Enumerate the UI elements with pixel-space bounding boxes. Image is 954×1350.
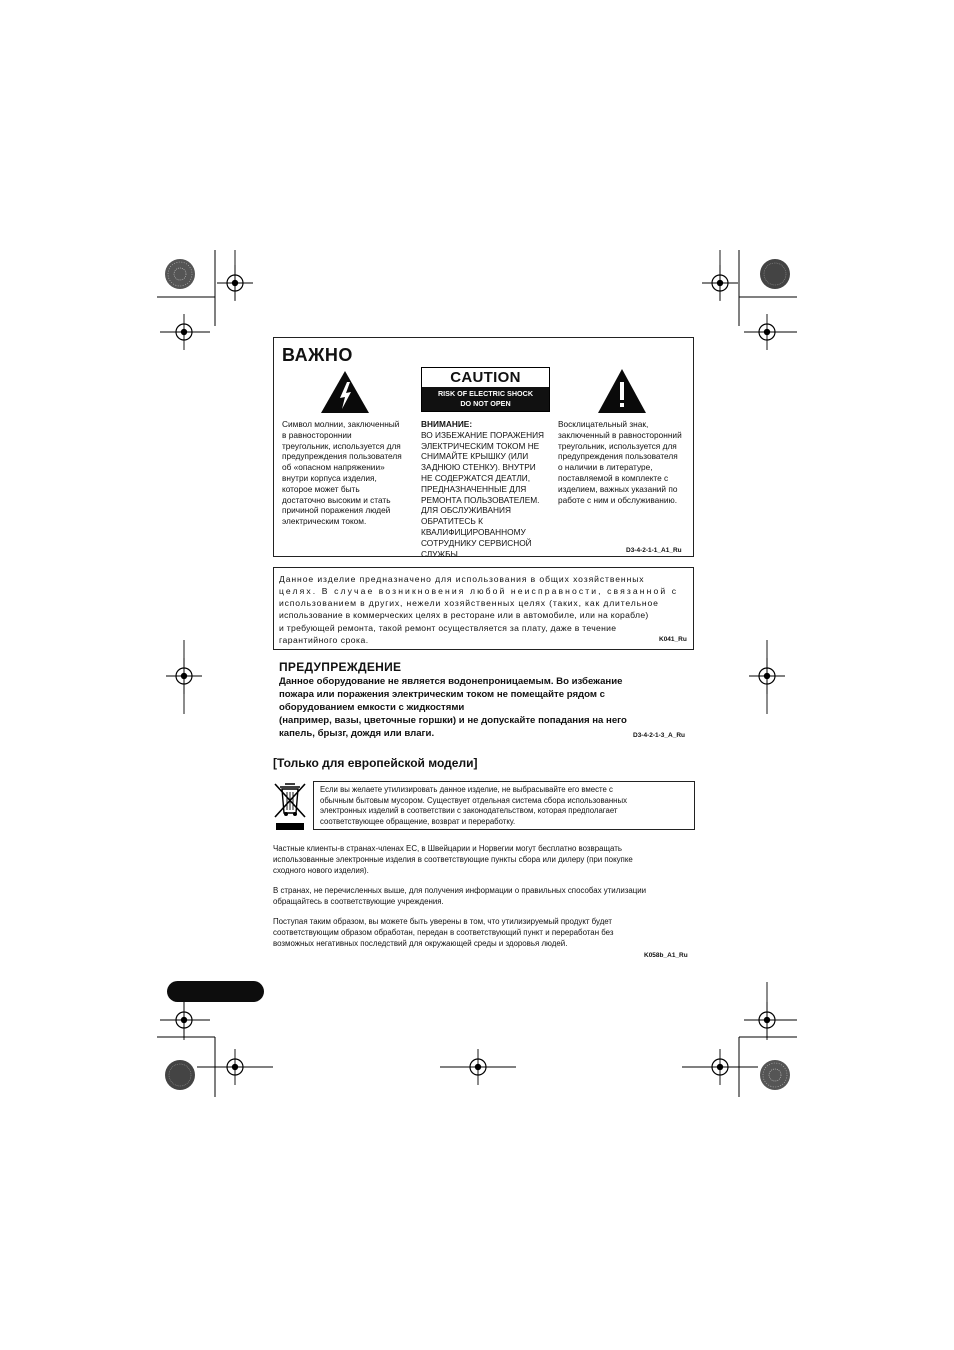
warning-line: капель, брызг, дождя или влаги. — [279, 728, 435, 739]
lightning-warning-icon — [320, 370, 370, 414]
text-line: РЕМОНТА ПОЛЬЗОВАТЕЛЕМ. — [421, 494, 540, 505]
exclamation-explanation — [558, 419, 693, 505]
eu-title: [Только для европейской модели] — [273, 756, 478, 770]
text-line: ВО ИЗБЕЖАНИЕ ПОРАЖЕНИЯ — [421, 429, 545, 440]
text-line: треугольник, используется для — [558, 440, 677, 451]
starburst-mark-bl — [165, 1060, 195, 1090]
warning-line: (например, вазы, цветочные горшки) и не допускайте попадания на него — [279, 715, 627, 726]
text-line: СНИМАЙТЕ КРЫШКУ (ИЛИ — [421, 451, 529, 462]
warranty-line: Данное изделие предназначено для использования в общих хозяйственных — [279, 574, 645, 584]
eu-para2-line: обращайтесь в соответствующие учреждения. — [273, 897, 444, 906]
lightning-explanation — [282, 419, 417, 527]
text-line: которое может быть — [282, 483, 360, 494]
text-line: в равностороннии — [282, 429, 352, 440]
text-line: изделием, важных указаний по — [558, 483, 678, 494]
text-line: предупреждения пользователя — [282, 451, 402, 462]
text-line: СЛУЖБЫ. — [421, 548, 461, 559]
text-line: причиной поражения людей — [282, 505, 391, 516]
text-line: ДЛЯ ОБСЛУЖИВАНИЯ — [421, 505, 511, 516]
warranty-line: целях. В случае возникновения любой неисправности, связанной с — [279, 586, 679, 596]
warning-line: пожара или поражения электрическим током не помещайте рядом с — [279, 689, 605, 700]
eu-para3-line: соответствующим образом обработан, передан в соответствующий пункт и переработан без — [273, 928, 614, 937]
warranty-line: использование в коммерческих целях в ресторане или в автомобиле, или на корабле) — [279, 610, 649, 620]
crossed-bin-icon — [273, 781, 307, 831]
starburst-mark-tr — [760, 259, 790, 289]
text-line: НЕ СОДЕРЖАТСЯ ДЕАТЛИ, — [421, 472, 531, 483]
warranty-line: гарантийного срока. — [279, 635, 369, 645]
eu-para3-line: возможных негативных последствий для окружающей среды и здоровья людей. — [273, 939, 568, 948]
text-line: поставляемой в комплекте с — [558, 472, 669, 483]
caution-heading-ru: ВНИМАНИЕ: — [421, 419, 473, 429]
text-line: ОБРАТИТЕСЬ К — [421, 516, 483, 527]
text-line: ЭЛЕКТРИЧЕСКИМ ТОКОМ НЕ — [421, 440, 540, 451]
warning-title: ПРЕДУПРЕЖДЕНИЕ — [279, 660, 402, 674]
caution-band — [422, 387, 549, 411]
important-code: D3-4-2-1-1_A1_Ru — [626, 547, 682, 554]
text-line: ЗАДНЮЮ СТЕНКУ). ВНУТРИ — [421, 462, 536, 473]
eu-para1-line: Частные клиенты-в странах-членах ЕС, в Швейцарии и Норвегии могут бесплатно возвращать — [273, 844, 622, 853]
text-line: Символ молнии, заключенный — [282, 419, 400, 429]
page-number-tab — [167, 981, 264, 1002]
warning-line: Данное оборудование не является водонепроницаемым. Во избежание — [279, 676, 623, 687]
starburst-mark-br — [760, 1060, 790, 1090]
text-line: Восклицательный знак, — [558, 419, 649, 429]
text-line: достаточно высоким и стать — [282, 494, 391, 505]
text-line: ПРЕДНАЗНАЧЕННЫЕ ДЛЯ — [421, 483, 527, 494]
text-line: КВАЛИФИЦИРОВАННОМУ — [421, 526, 526, 537]
eu-para2-line: В странах, не перечисленных выше, для получения информации о правильных способах утилизации — [273, 886, 647, 895]
eu-para1-line: использованные электронные изделия в соответствующие пункты сбора или дилеру (при покупке — [273, 855, 633, 864]
eu-para3-line: Поступая таким образом, вы можете быть уверены в том, что утилизируемый продукт будет — [273, 917, 613, 926]
text-line: заключенный в равносторонний — [558, 429, 682, 440]
caution-band-line-1: RISK OF ELECTRIC SHOCK — [437, 389, 534, 398]
text-line: об «опасном напряжении» — [282, 462, 385, 473]
important-title: ВАЖНО — [282, 345, 353, 365]
caution-label — [421, 367, 550, 412]
caution-heading: CAUTION — [450, 369, 521, 386]
eu-box-line: обычным бытовым мусором. Существует отдельная система сбора использованных — [320, 796, 627, 805]
warranty-line: и требующей ремонта, такой ремонт осуществляется за плату, даже в течение — [279, 623, 617, 633]
warning-code: D3-4-2-1-3_A_Ru — [633, 732, 686, 739]
eu-box-line: электронных изделий в соответствии с законодательством, которая предполагает — [320, 806, 618, 815]
warranty-code: K041_Ru — [659, 636, 687, 643]
text-line: работе с ним и обслуживанию. — [558, 494, 678, 505]
starburst-mark-tl — [165, 259, 195, 289]
text-line: электрическим током. — [282, 516, 367, 527]
eu-code: K058b_A1_Ru — [644, 952, 688, 959]
text-line: о наличии в литературе, — [558, 462, 653, 473]
eu-para1-line: сходного нового изделия). — [273, 866, 369, 875]
text-line: внутри корпуса изделия, — [282, 472, 377, 483]
text-line: СОТРУДНИКУ СЕРВИСНОЙ — [421, 537, 532, 548]
caution-band-line-2: DO NOT OPEN — [460, 399, 511, 408]
text-line: предупреждения пользователя — [558, 451, 678, 462]
exclamation-warning-icon — [597, 368, 647, 414]
eu-box-line: Если вы желаете утилизировать данное изделие, не выбрасывайте его вместе с — [320, 785, 613, 794]
eu-box-line: соответствующее обращение, возврат и переработку. — [320, 817, 516, 826]
text-line: треугольник, используется для — [282, 440, 401, 451]
warning-line: оборудованием емкости с жидкостями — [279, 702, 465, 713]
warranty-line: использованием в других, нежели хозяйственных целях (таких, как длительное — [279, 598, 659, 608]
caution-explanation — [421, 419, 556, 559]
